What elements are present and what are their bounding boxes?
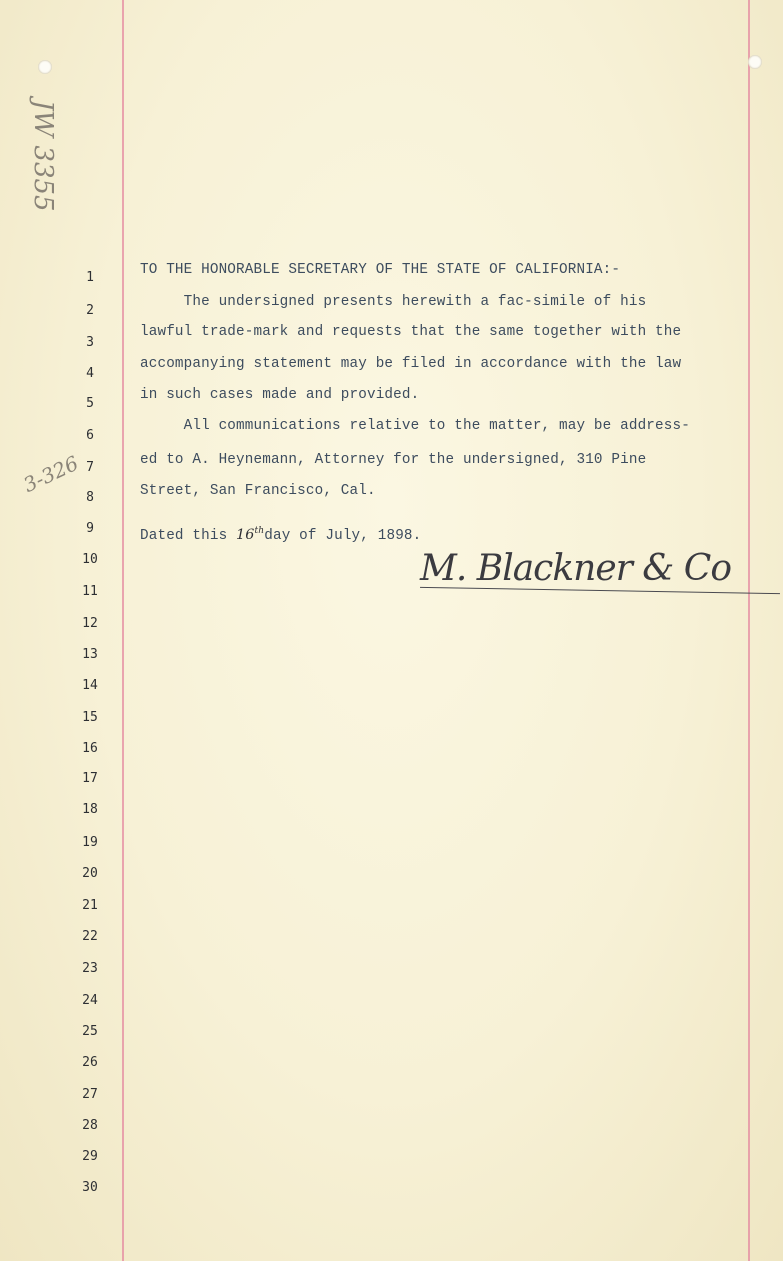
line-number: 6 [86,428,94,443]
line-number: 23 [82,961,98,976]
line-number: 29 [82,1149,98,1164]
line-number: 19 [82,835,98,850]
line-number: 2 [86,303,94,318]
line-number: 30 [82,1180,98,1195]
line-number: 15 [82,710,98,725]
signature: M. Blackner & Co [420,548,732,589]
punch-hole [748,55,762,69]
date-day-suffix: th [254,526,265,536]
line-number: 17 [82,771,98,786]
left-margin-line [122,0,124,1261]
line-number: 7 [86,460,94,475]
body-line: accompanying statement may be filed in accordance with the law [140,356,682,372]
line-number: 8 [86,490,94,505]
line-number: 1 [86,270,94,285]
body-line: ed to A. Heynemann, Attorney for the undersigned, 310 Pine [140,452,647,468]
line-number: 5 [86,396,94,411]
line-number: 20 [82,866,98,881]
line-number: 22 [82,929,98,944]
line-number: 28 [82,1118,98,1133]
body-line: Street, San Francisco, Cal. [140,483,376,499]
line-number: 12 [82,616,98,631]
pencil-note-vertical: JW 3355 [28,100,58,212]
body-line: The undersigned presents herewith a fac-simile of his [140,294,647,310]
line-number: 9 [86,521,94,536]
body-line: All communications relative to the matter, may be address- [140,418,690,434]
body-line: TO THE HONORABLE SECRETARY OF THE STATE OF CALIFORNIA:- [140,262,621,278]
line-number: 10 [82,552,98,567]
line-number: 18 [82,802,98,817]
line-number: 21 [82,898,98,913]
dated-line [140,527,421,543]
right-margin-line [748,0,750,1261]
line-number: 11 [82,584,98,599]
dated-suffix: day of July, 1898. [264,527,422,544]
line-number: 13 [82,647,98,662]
line-number: 3 [86,335,94,350]
body-line: lawful trade-mark and requests that the same together with the [140,324,682,340]
line-number: 27 [82,1087,98,1102]
line-number: 24 [82,993,98,1008]
line-number: 14 [82,678,98,693]
line-number: 16 [82,741,98,756]
line-number: 26 [82,1055,98,1070]
line-number: 25 [82,1024,98,1039]
date-day-number: 16 [236,526,255,543]
pencil-note-side: 3-326 [19,450,83,498]
line-number: 4 [86,366,94,381]
body-line: in such cases made and provided. [140,387,420,403]
punch-hole [38,60,52,74]
date-day [236,527,264,543]
dated-prefix: Dated this [140,527,237,544]
